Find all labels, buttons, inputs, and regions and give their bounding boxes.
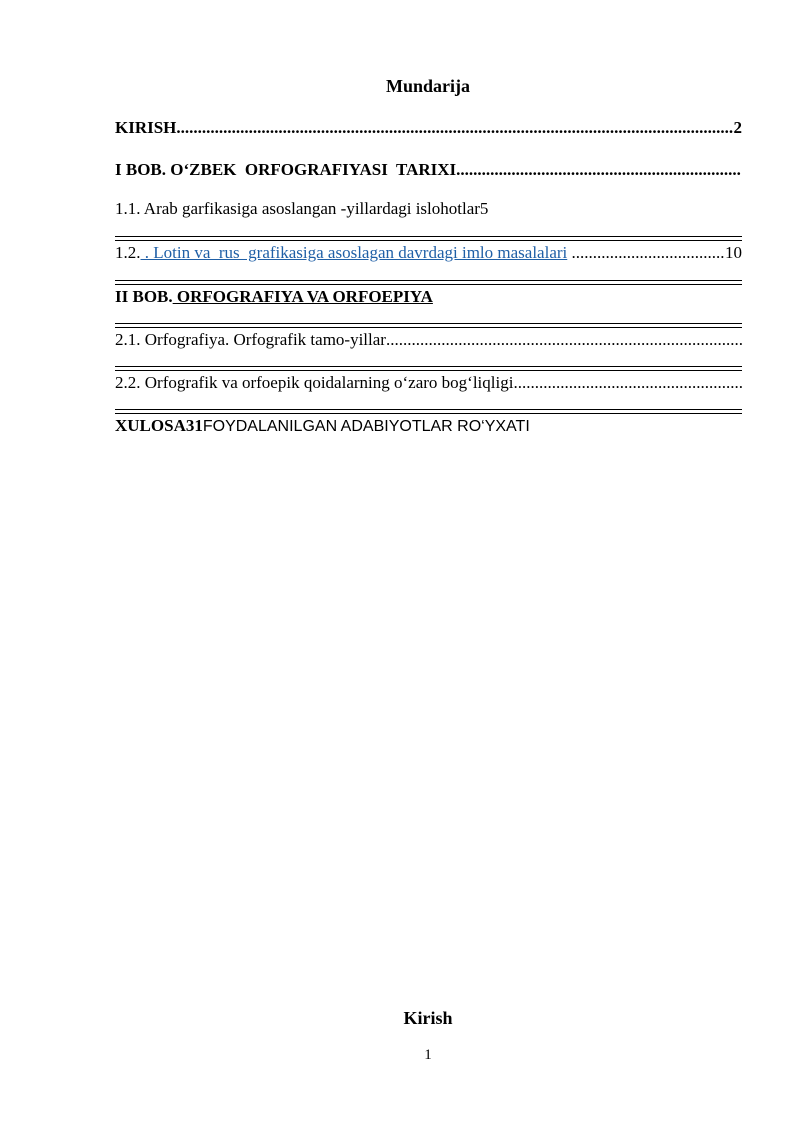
page-number: 1 [424,1047,432,1063]
toc-leader-dots [572,242,725,264]
toc-entry-section-2-2[interactable] [115,372,742,394]
section-heading-kirish: Kirish [403,1008,453,1028]
toc-title: Mundarija [385,76,470,96]
toc-entry-label: XULOSA31 [115,416,203,435]
toc-entry-label: 1.1. Arab garfikasiga asoslangan -yillardagi islohotlar5 [115,199,489,218]
toc-entry-section-1-1[interactable] [115,198,742,220]
toc-entry-label: 2.1. Orfografiya. Orfografik tamo-yillar [115,330,386,349]
toc-entry-page: 10 [725,243,742,262]
toc-leader-dots [386,329,742,351]
double-rule [115,366,742,371]
toc-entry-section-2-1[interactable] [115,329,742,351]
toc-entry-label: 2.2. Orfografik va orfoepik qoidalarning o‘zaro bog‘liqligi [115,373,514,392]
toc-entry-label: KIRISH [115,118,177,137]
toc-entry-number: II BOB. [115,287,173,306]
double-rule [115,236,742,241]
toc-entry-kirish[interactable] [115,117,742,139]
toc-entry-label: I BOB. O‘ZBEK ORFOGRAFIYASI TARIXI [115,160,457,179]
toc-entry-number: 1.2. [115,243,141,262]
double-rule [115,323,742,328]
toc-entry-conclusion[interactable] [115,415,742,438]
toc-entry-label-references: FOYDALANILGAN ADABIYOTLAR RO‘YXATI [202,418,530,435]
toc-entry-label: ORFOGRAFIYA VA ORFOEPIYA [172,287,433,306]
toc-leader-dots [176,117,733,139]
toc-entry-chapter-2[interactable] [115,286,742,308]
toc-leader-dots [513,372,742,394]
toc-entry-section-1-2[interactable] [115,242,742,264]
double-rule [115,280,742,285]
toc-entry-link[interactable]: . Lotin va rus grafikasiga asoslagan davrdagi imlo masalalari [140,243,568,262]
toc-entry-page: 2 [733,118,742,137]
toc-leader-dots [456,159,741,181]
toc-entry-chapter-1[interactable] [115,159,741,181]
double-rule [115,409,742,414]
